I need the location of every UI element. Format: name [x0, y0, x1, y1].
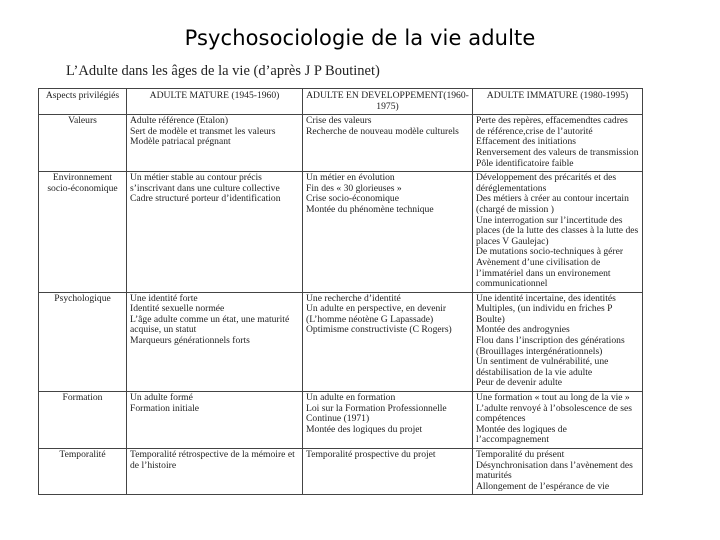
cell-line: Modèle patriacal prégnant — [130, 136, 231, 148]
column-header: ADULTE MATURE (1945-1960) — [127, 89, 303, 115]
cell-line: Une identité incertaine, des identités Multiples, (un individu en friches P Boulte) — [476, 292, 616, 325]
cell-line: Un métier stable au contour précis s’inscrivant dans une culture collective — [130, 172, 280, 194]
cell-line: Développement des précarités et des déréglementations — [476, 172, 617, 194]
table-body — [39, 115, 643, 495]
aspect-cell: Formation — [39, 392, 127, 449]
cell-line: Effacement des initiations — [476, 136, 576, 148]
column-header: ADULTE EN DEVELOPPEMENT(1960-1975) — [303, 89, 473, 115]
mature-cell — [127, 449, 303, 495]
cell-line: Renversement des valeurs de transmission — [476, 146, 639, 158]
cell-line: Identité sexuelle normée — [130, 303, 225, 315]
column-header: ADULTE IMMATURE (1980-1995) — [473, 89, 643, 115]
immature-cell — [473, 292, 643, 391]
cell-line: Une formation « tout au long de la vie » — [476, 392, 630, 404]
immature-cell — [473, 172, 643, 293]
mature-cell — [127, 292, 303, 391]
comparison-table — [38, 88, 643, 495]
table-header-row — [39, 89, 643, 115]
cell-line: Temporalité du présent — [476, 449, 565, 460]
immature-cell — [473, 449, 643, 495]
cell-line: L’âge adulte comme un état, une maturité acquise, un statut — [130, 313, 290, 336]
cell-line: Temporalité rétrospective de la mémoire et de l’histoire — [130, 449, 295, 471]
aspect-cell: Valeurs — [39, 115, 127, 172]
cell-line: Montée des logiques du projet — [306, 423, 423, 435]
cell-line: Montée des androgynies — [476, 324, 570, 336]
developpement-cell — [303, 115, 473, 172]
cell-line: Un métier en évolution — [306, 172, 395, 184]
cell-line: Une interrogation sur l’incertitude des places (de la lutte des classes à la lutte des places V Gaulejac) — [476, 214, 639, 247]
cell-line: De mutations socio-techniques à gérer — [476, 246, 624, 258]
immature-cell — [473, 392, 643, 449]
cell-line: Allongement de l’espérance de vie — [476, 480, 610, 492]
developpement-cell — [303, 292, 473, 391]
cell-line: Peur de devenir adulte — [476, 377, 563, 389]
cell-line: Un adulte formé — [130, 392, 193, 404]
cell-line: Crise des valeurs — [306, 115, 372, 127]
developpement-cell — [303, 392, 473, 449]
cell-line: Crise socio-économique — [306, 193, 399, 205]
cell-line: Montée des logiques de l’accompagnement — [476, 423, 567, 446]
column-header: Aspects privilégiés — [39, 89, 127, 115]
document-heading: L’Adulte dans les âges de la vie (d’après J P Boutinet) — [66, 63, 380, 79]
cell-line: L’adulte renvoyé à l’obsolescence de ses compétences — [476, 402, 633, 425]
cell-line: Perte des repères, effacemendtes cadres de référence,crise de l’autorité — [476, 115, 628, 137]
table-row — [39, 172, 643, 293]
cell-line: Un adulte en formation — [306, 392, 396, 404]
cell-line: Recherche de nouveau modèle culturels — [306, 125, 459, 137]
developpement-cell — [303, 172, 473, 293]
slide-title: Psychosociologie de la vie adulte — [184, 26, 536, 50]
mature-cell — [127, 115, 303, 172]
cell-line: Désynchronisation dans l’avènement des maturités — [476, 459, 633, 482]
aspect-cell: Environnement socio-économique — [39, 172, 127, 293]
cell-line: Pôle identificatoire faible — [476, 157, 574, 169]
aspect-cell: Temporalité — [39, 449, 127, 495]
table-row — [39, 115, 643, 172]
table-row — [39, 292, 643, 391]
cell-line: Une recherche d’identité — [306, 292, 401, 304]
cell-line: Adulte référence (Etalon) — [130, 115, 229, 127]
cell-line: Avènement d’une civilisation de l’immatériel dans un environement communicationnel — [476, 256, 611, 290]
developpement-cell — [303, 449, 473, 495]
cell-line: Flou dans l’inscription des générations (Brouillages intergénérationnels) — [476, 335, 625, 357]
cell-line: Formation initiale — [130, 402, 200, 414]
aspect-cell: Psychologique — [39, 292, 127, 391]
cell-line: Marqueurs générationnels forts — [130, 335, 250, 347]
cell-line: Loi sur la Formation Professionnelle Continue (1971) — [306, 402, 447, 425]
cell-line: Des métiers à créer au contour incertain (chargé de mission ) — [476, 193, 629, 215]
cell-line: Un adulte en perspective, en devenir (L’homme néotène G Lapassade) — [306, 303, 447, 325]
cell-line: Une identité forte — [130, 292, 198, 304]
immature-cell — [473, 115, 643, 172]
cell-line: Sert de modèle et transmet les valeurs — [130, 125, 276, 137]
table-row — [39, 449, 643, 495]
cell-line: Cadre structuré porteur d’identification — [130, 193, 281, 205]
mature-cell — [127, 172, 303, 293]
cell-line: Temporalité prospective du projet — [306, 449, 436, 460]
table-row — [39, 392, 643, 449]
mature-cell — [127, 392, 303, 449]
cell-line: Montée du phénomène technique — [306, 203, 434, 215]
cell-line: Un sentiment de vulnérabilité, une déstabilisation de la vie adulte — [476, 356, 609, 378]
cell-line: Optimisme constructiviste (C Rogers) — [306, 324, 452, 336]
cell-line: Fin des « 30 glorieuses » — [306, 182, 402, 194]
